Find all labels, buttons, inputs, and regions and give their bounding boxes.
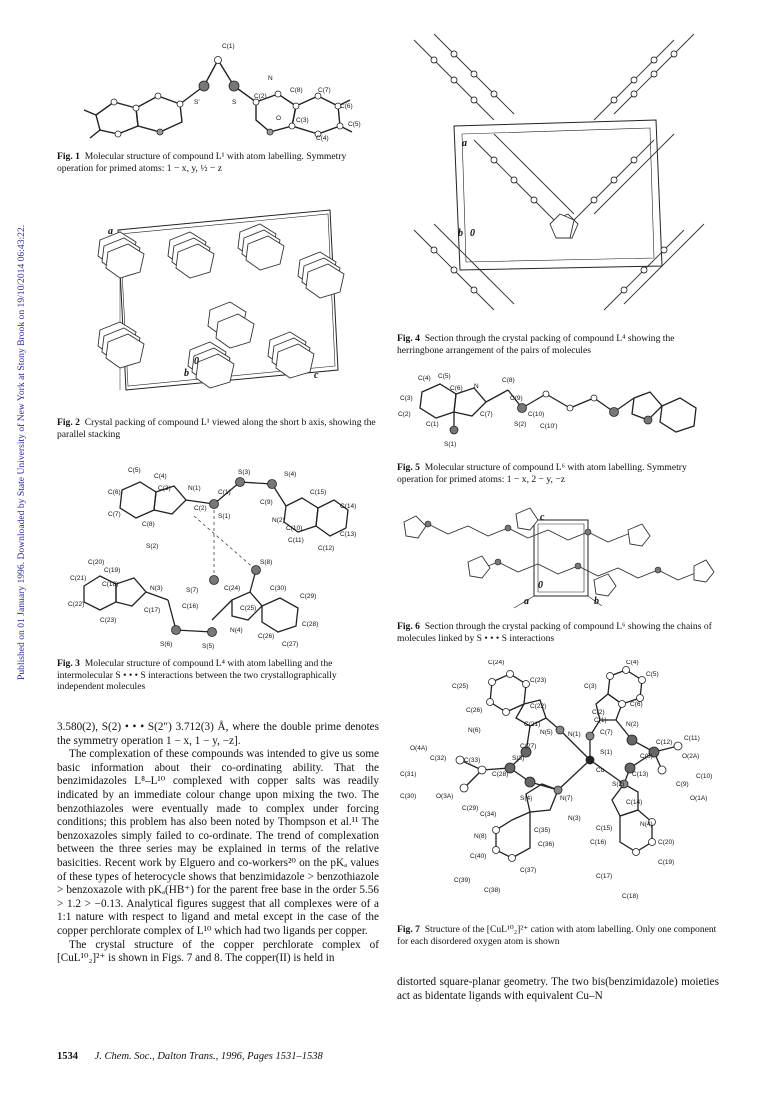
atom-label: S' — [194, 99, 200, 106]
caption-text: Section through the crystal packing of compound L⁶ showing the chains of molecules linked by S • • • S interactions — [397, 621, 712, 644]
atom-label: C(32) — [430, 755, 447, 762]
atom-label: C(33) — [464, 757, 481, 764]
atom-label: C(2) — [194, 505, 207, 512]
page-number: 1534 — [57, 1051, 78, 1062]
atom-label: Cu — [596, 767, 605, 774]
atom-label: S(5) — [202, 643, 215, 650]
atom-label: C(12) — [318, 545, 335, 552]
atom-label: C(10) — [286, 525, 303, 532]
atom-label: C(4) — [626, 660, 639, 666]
atom-label: S(2) — [612, 781, 625, 788]
atom-label: C(39) — [454, 877, 471, 884]
atom-label: N(1) — [568, 731, 581, 738]
atom-label: C(16) — [590, 839, 607, 846]
atom-label: C(14) — [626, 799, 643, 806]
figure-label: Fig. 4 — [397, 333, 420, 344]
axis-label: 0 — [538, 580, 543, 591]
journal-reference: J. Chem. Soc., Dalton Trans., 1996, Pages 1531–1538 — [94, 1051, 323, 1062]
atom-label: N(3) — [150, 585, 163, 592]
atom-label: C(19) — [658, 859, 675, 866]
atom-label: S(4) — [520, 795, 533, 802]
atom-label: C(1) — [594, 717, 607, 724]
atom-label: S(2) — [146, 543, 159, 550]
atom-label: C(1) — [218, 489, 231, 496]
figure-label: Fig. 2 — [57, 417, 80, 428]
atom-label: C(1) — [222, 43, 235, 50]
atom-label: S — [232, 99, 237, 106]
atom-label: C(3) — [158, 485, 171, 492]
atom-label: C(7) — [108, 511, 121, 518]
atom-label: C(7) — [318, 87, 331, 94]
caption-text: Structure of the [CuL¹⁰₂]²⁺ cation with atom labelling. Only one component for each disordered oxygen atom is shown — [397, 924, 717, 947]
atom-label: N(4) — [230, 627, 243, 634]
caption-text: Section through the crystal packing of compound L⁴ showing the herringbone arrangement of the pairs of molecules — [397, 333, 675, 356]
atom-label: C(8) — [640, 753, 653, 760]
atom-label: C(30) — [270, 585, 287, 592]
atom-label: C(17) — [144, 607, 161, 614]
atom-label: S(4) — [284, 471, 297, 478]
atom-label: C(5) — [646, 671, 659, 678]
atom-label: O(2A) — [682, 753, 700, 760]
atom-label: C(23) — [530, 677, 547, 684]
axis-label: c — [540, 512, 545, 523]
atom-label: C(19) — [104, 567, 121, 574]
axis-label: a — [524, 596, 529, 607]
atom-label: N — [268, 75, 273, 82]
right-column-text — [397, 976, 719, 1003]
figure-7-caption — [397, 924, 719, 947]
atom-label: N(2) — [272, 517, 285, 524]
atom-label: C(25) — [240, 605, 257, 612]
figure-label: Fig. 7 — [397, 924, 420, 935]
download-note-text: Published on 01 January 1996. Downloaded by State University of New York at Stony Brook on 19/10/2014 06:43:22. — [16, 224, 27, 680]
atom-label: C(40) — [470, 853, 487, 860]
atom-label: C(22) — [68, 601, 85, 608]
atom-label: C(11) — [288, 537, 304, 544]
atom-label: C(6) — [108, 489, 121, 496]
atom-label: C(3) — [400, 395, 413, 402]
atom-label: N(2) — [626, 721, 639, 728]
atom-label: C(28) — [492, 771, 509, 778]
atom-label: O(3A) — [436, 793, 454, 800]
atom-label: C(31) — [400, 771, 417, 778]
atom-label: C(29) — [462, 805, 479, 812]
figure-4-caption — [397, 333, 719, 356]
atom-label: S(2) — [514, 421, 527, 428]
atom-label: C(12) — [656, 739, 673, 746]
paragraph: The crystal structure of the copper perchlorate complex of [CuL¹⁰₂]²⁺ is shown in Figs. 7 and 8. The copper(II) is held in — [57, 938, 379, 965]
atom-label: C(3) — [296, 117, 309, 124]
atom-label: C(21) — [524, 721, 541, 728]
atom-label: S(6) — [160, 641, 173, 648]
atom-label: N(1) — [188, 485, 201, 492]
atom-label: C(10) — [528, 411, 545, 418]
atom-label: C(21) — [70, 575, 87, 582]
figure-label: Fig. 3 — [57, 658, 80, 669]
figure-5-caption — [397, 462, 719, 485]
axis-label: a — [462, 138, 467, 149]
figure-2-caption — [57, 417, 379, 440]
atom-label: C(26) — [466, 707, 483, 714]
figure-6-caption — [397, 621, 719, 644]
figure-1-structure — [56, 30, 386, 145]
atom-label: C(9) — [676, 781, 689, 788]
atom-label: C(10') — [540, 423, 558, 430]
atom-label: C(5) — [128, 467, 141, 474]
left-column-text — [57, 721, 379, 966]
axis-label: 0 — [470, 228, 475, 239]
atom-label: S(3) — [512, 755, 525, 762]
atom-label: C(3) — [584, 683, 597, 690]
paragraph: The complexation of these compounds was intended to give us some basic information about their co-ordinating ability. That the benzimidazoles L⁸–L¹⁰ complexed with copper salts was readily indicated by an immediate colour change upon mixing the two. The benzothiazoles were eventually made to complex under forcing conditions; this problem has also been noted by Thompson et al.¹¹ The benzoxazoles simply failed to co-ordinate. The trend of complexation between the three series may be explained in terms of the relative basicities. Recent work by Elguero and co-workers²⁰ on the pKₐ values of these types of heterocycle shows that benzimidazole > benzothiazole > benzoxazole with pKₐ(HB⁺) for the parent free base in the order 5.56 > 1.2 > −0.13. Analytical figures suggest that all complexes were of a 1:1 nature with respect to ligand and metal except in the case of the copper perchlorate complex of L¹⁰ which had two ligands per copper. — [57, 748, 379, 937]
axis-label: a — [108, 226, 113, 237]
atom-label: C(36) — [538, 841, 555, 848]
atom-label: N(6) — [468, 727, 481, 734]
atom-label: S(3) — [238, 469, 251, 476]
atom-label: C(1) — [426, 421, 439, 428]
atom-label: C(28) — [302, 621, 319, 628]
figure-2-packing — [80, 200, 360, 410]
atom-label: C(24) — [224, 585, 241, 592]
atom-label: C(23) — [100, 617, 117, 624]
figure-1-caption — [57, 151, 379, 174]
atom-label: C(17) — [596, 873, 613, 880]
atom-label: S(1) — [444, 441, 457, 448]
atom-label: C(7) — [600, 729, 613, 736]
figure-label: Fig. 1 — [57, 151, 80, 162]
figure-label: Fig. 5 — [397, 462, 420, 473]
caption-text: Molecular structure of compound L¹ with atom labelling. Symmetry operation for primed atoms: 1 − x, y, ½ − z — [57, 151, 347, 174]
atom-label: C(6) — [340, 103, 353, 110]
paragraph: distorted square-planar geometry. The two bis(benzimidazole) moieties act as bidentate ligands with equivalent Cu–N — [397, 976, 719, 1002]
atom-label: C(15) — [310, 489, 327, 496]
atom-label: C(34) — [480, 811, 497, 818]
atom-label: C(35) — [534, 827, 551, 834]
atom-label: S(7) — [186, 587, 199, 594]
atom-label: C(8) — [142, 521, 155, 528]
atom-label: C(38) — [484, 887, 501, 894]
atom-label: C(2) — [592, 709, 605, 716]
figure-5-structure — [398, 368, 718, 458]
figure-7-structure — [400, 660, 720, 922]
atom-label: C(16) — [182, 603, 199, 610]
atom-label: C(9) — [260, 499, 273, 506]
atom-label: N(8) — [474, 833, 487, 840]
atom-label: O — [276, 115, 282, 122]
atom-label: C(20) — [88, 559, 105, 566]
atom-label: C(25) — [452, 683, 469, 690]
atom-label: C(8) — [290, 87, 303, 94]
paragraph: 3.580(2), S(2) • • • S(2″) 3.712(3) Å, where the double prime denotes the symmetry operation 1 − x, 1 − y, −z]. — [57, 721, 379, 747]
atom-label: C(13) — [632, 771, 649, 778]
atom-label: C(13) — [340, 531, 357, 538]
atom-label: C(15) — [596, 825, 613, 832]
atom-label: C(22) — [530, 703, 547, 710]
atom-label: C(8) — [502, 377, 515, 384]
atom-label: C(37) — [520, 867, 537, 874]
atom-label: C(2) — [398, 411, 411, 418]
caption-text: Molecular structure of compound L⁴ with atom labelling and the intermolecular S • • • S interactions between the two crystallographically independent molecules — [57, 658, 337, 692]
atom-label: C(14) — [340, 503, 357, 510]
figure-label: Fig. 6 — [397, 621, 420, 632]
atom-label: C(4) — [154, 473, 167, 480]
caption-text: Molecular structure of compound L⁶ with atom labelling. Symmetry operation for primed atoms: 1 − x, 2 − y, −z — [397, 462, 687, 485]
axis-label: c — [314, 370, 319, 381]
atom-label: C(24) — [488, 660, 505, 666]
atom-label: N(5) — [540, 729, 553, 736]
figure-3-caption — [57, 658, 379, 693]
atom-label: S(1) — [218, 513, 231, 520]
atom-label: C(26) — [258, 633, 275, 640]
axis-label: 0 — [194, 356, 199, 367]
atom-label: C(18) — [102, 581, 119, 588]
atom-label: C(5) — [348, 121, 361, 128]
atom-label: C(30) — [400, 793, 417, 800]
download-watermark — [4, 40, 27, 680]
atom-label: C(4) — [316, 135, 329, 142]
figure-6-packing — [398, 500, 718, 618]
atom-label: N(4) — [640, 821, 653, 828]
atom-label: O(4A) — [410, 745, 428, 752]
atom-label: C(27) — [520, 743, 537, 750]
atom-label: C(4) — [418, 375, 431, 382]
atom-label: S(8) — [260, 559, 273, 566]
atom-label: C(7) — [480, 411, 493, 418]
caption-text: Crystal packing of compound L¹ viewed along the short b axis, showing the parallel stacking — [57, 417, 376, 440]
atom-label: C(9) — [510, 395, 523, 402]
atom-label: C(18) — [622, 893, 639, 900]
atom-label: O(1A) — [690, 795, 708, 802]
atom-label: N(3) — [568, 815, 581, 822]
atom-label: C(29) — [300, 593, 317, 600]
atom-label: N — [474, 383, 479, 390]
atom-label: C(27) — [282, 641, 299, 648]
atom-label: C(10) — [696, 773, 713, 780]
atom-label: S(1) — [600, 749, 613, 756]
atom-label: C(5) — [438, 373, 451, 380]
axis-label: b — [594, 596, 599, 607]
page-footer — [57, 1051, 323, 1062]
figure-4-packing — [404, 30, 714, 330]
atom-label: C(6) — [450, 385, 463, 392]
atom-label: C(11) — [684, 735, 700, 742]
axis-label: b — [184, 368, 189, 379]
axis-label: b — [458, 228, 463, 239]
atom-label: N(7) — [560, 795, 573, 802]
atom-label: C(20) — [658, 839, 675, 846]
atom-label: C(6) — [630, 701, 643, 708]
atom-label: C(2) — [254, 93, 267, 100]
figure-3-structure — [64, 460, 364, 655]
